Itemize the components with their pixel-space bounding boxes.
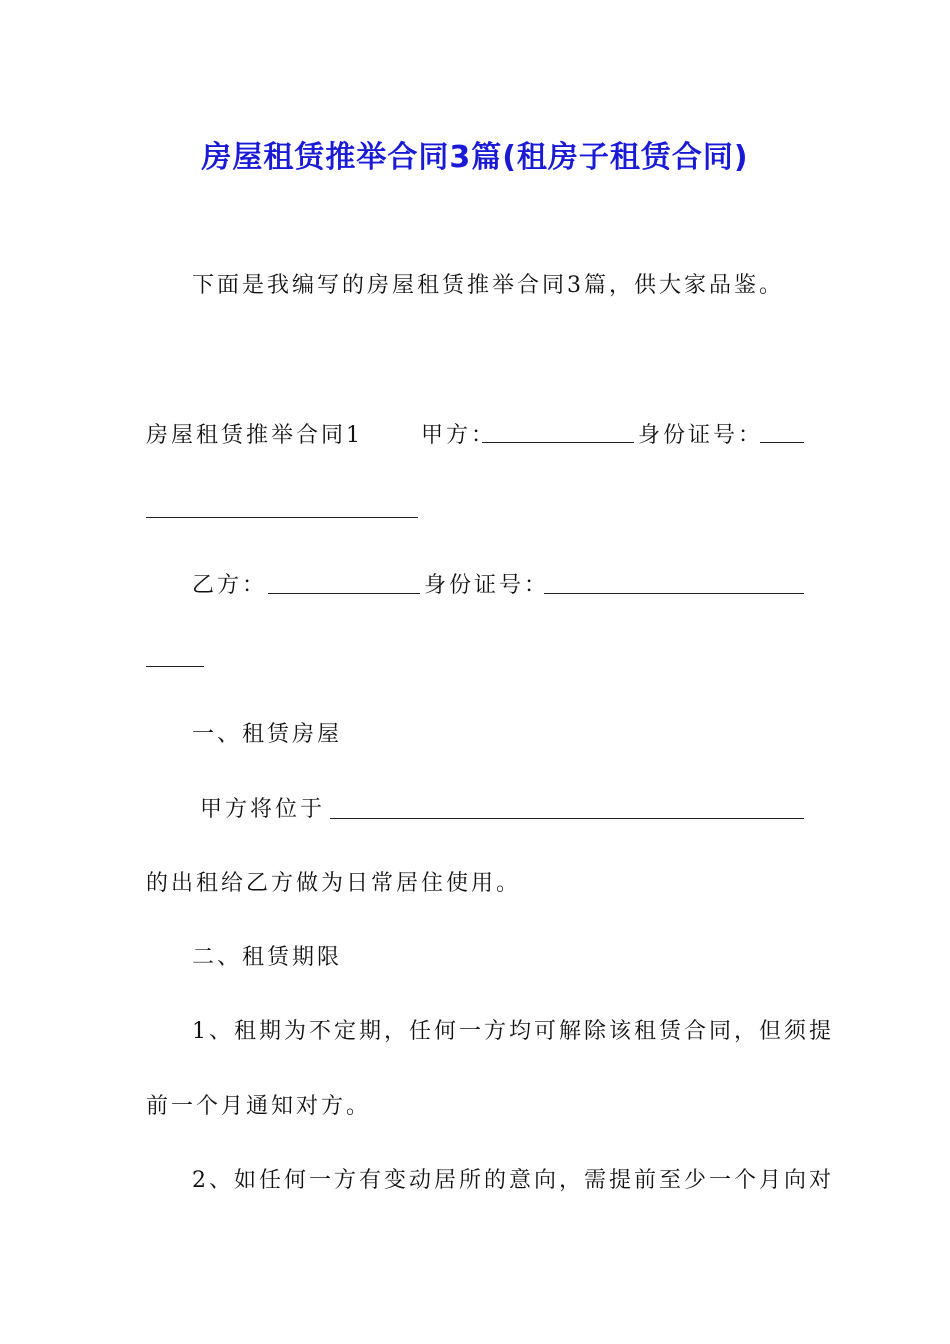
property-address-blank	[330, 818, 804, 819]
section-1-text-start: 甲方将位于	[200, 797, 326, 822]
party-b-label: 乙方：	[192, 573, 268, 598]
party-a-name-blank	[482, 442, 634, 443]
clause-1-line-1: 1、租期为不定期，任何一方均可解除该租赁合同，但须提	[192, 1019, 834, 1044]
party-a-id-blank	[760, 442, 804, 443]
party-a-line	[146, 421, 496, 451]
party-b-id-blank	[544, 593, 804, 594]
intro-paragraph: 下面是我编写的房屋租赁推举合同3篇，供大家品鉴。	[192, 273, 784, 298]
party-b-id-label: 身份证号：	[424, 573, 550, 598]
section-1-heading: 一、租赁房屋	[192, 722, 343, 747]
section-1-text-end: 的出租给乙方做为日常居住使用。	[146, 871, 522, 896]
section-2-heading: 二、租赁期限	[192, 945, 343, 970]
contract-heading: 房屋租赁推举合同1	[146, 423, 363, 448]
clause-2-line-1: 2、如任何一方有变动居所的意向，需提前至少一个月向对	[192, 1168, 834, 1193]
party-a-id-label: 身份证号：	[638, 423, 764, 448]
clause-1-line-2: 前一个月通知对方。	[146, 1094, 372, 1119]
party-a-label: 甲方：	[421, 423, 497, 448]
party-b-name-blank	[268, 593, 420, 594]
party-a-id-blank-continued	[146, 517, 418, 518]
party-b-id-blank-continued	[146, 666, 204, 667]
document-title: 房屋租赁推举合同3篇(租房子租赁合同)	[201, 140, 749, 175]
